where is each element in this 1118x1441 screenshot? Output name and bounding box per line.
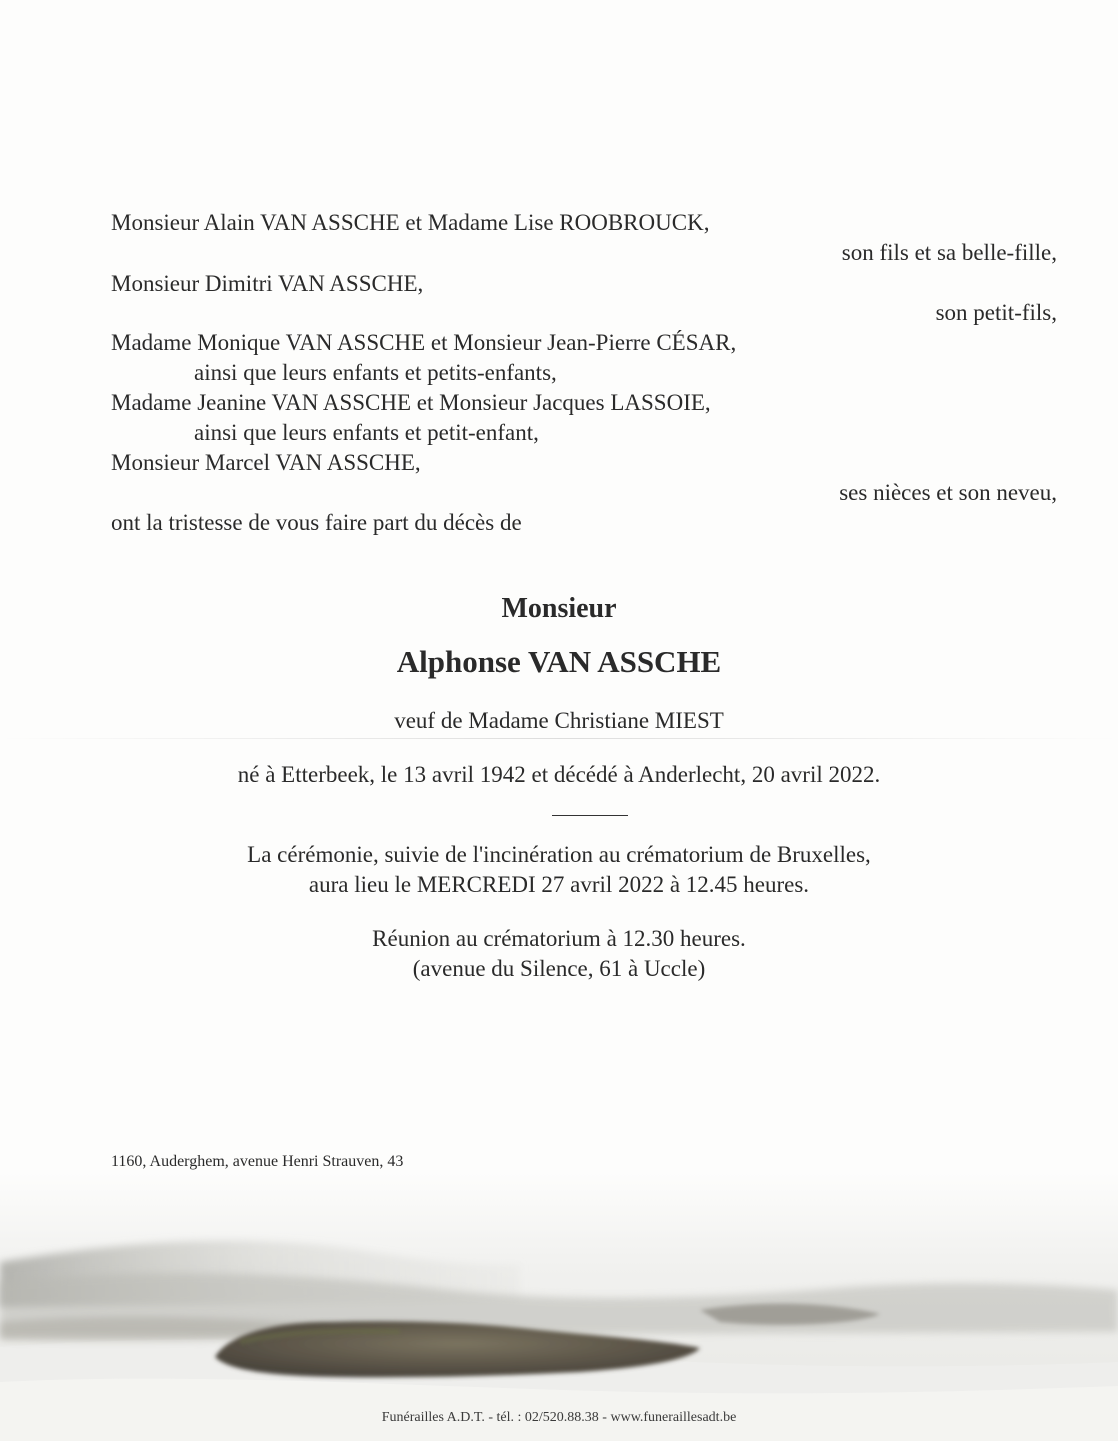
separator-rule [552, 815, 628, 816]
family-line-2: Monsieur Dimitri VAN ASSCHE, [111, 271, 424, 296]
seascape-image [0, 1172, 1118, 1441]
announcement: ont la tristesse de vous faire part du décès de [111, 510, 522, 535]
fold-line [0, 738, 1118, 739]
ceremony-line-2: aura lieu le MERCREDI 27 avril 2022 à 12.45 heures. [308, 872, 810, 897]
family-line-1: Monsieur Alain VAN ASSCHE et Madame Lise ROOBROUCK, [111, 210, 710, 235]
relation-grandson: son petit-fils, [935, 300, 1057, 325]
family-line-4: Madame Jeanine VAN ASSCHE et Monsieur Jacques LASSOIE, [111, 390, 711, 415]
ceremony-line-1: La cérémonie, suivie de l'incinération au crématorium de Bruxelles, [247, 842, 871, 867]
meeting-line-1: Réunion au crématorium à 12.30 heures. [372, 926, 746, 951]
funeral-home-footer: Funérailles A.D.T. - tél. : 02/520.88.38 - www.funeraillesadt.be [381, 1410, 737, 1425]
deceased-name: Alphonse VAN ASSCHE [396, 644, 722, 679]
relation-son: son fils et sa belle-fille, [841, 240, 1057, 265]
birth-death-dates: né à Etterbeek, le 13 avril 1942 et décédé à Anderlecht, 20 avril 2022. [237, 762, 881, 787]
meeting-line-2: (avenue du Silence, 61 à Uccle) [412, 956, 706, 981]
family-line-4-sub: ainsi que leurs enfants et petit-enfant, [194, 420, 539, 445]
deceased-title: Monsieur [501, 593, 617, 624]
family-line-5: Monsieur Marcel VAN ASSCHE, [111, 450, 421, 475]
family-address: 1160, Auderghem, avenue Henri Strauven, 43 [111, 1153, 404, 1170]
family-line-3-sub: ainsi que leurs enfants et petits-enfants, [194, 360, 557, 385]
widower-line: veuf de Madame Christiane MIEST [394, 708, 724, 733]
relation-nieces: ses nièces et son neveu, [839, 480, 1057, 505]
family-line-3: Madame Monique VAN ASSCHE et Monsieur Jean-Pierre CÉSAR, [111, 330, 737, 355]
